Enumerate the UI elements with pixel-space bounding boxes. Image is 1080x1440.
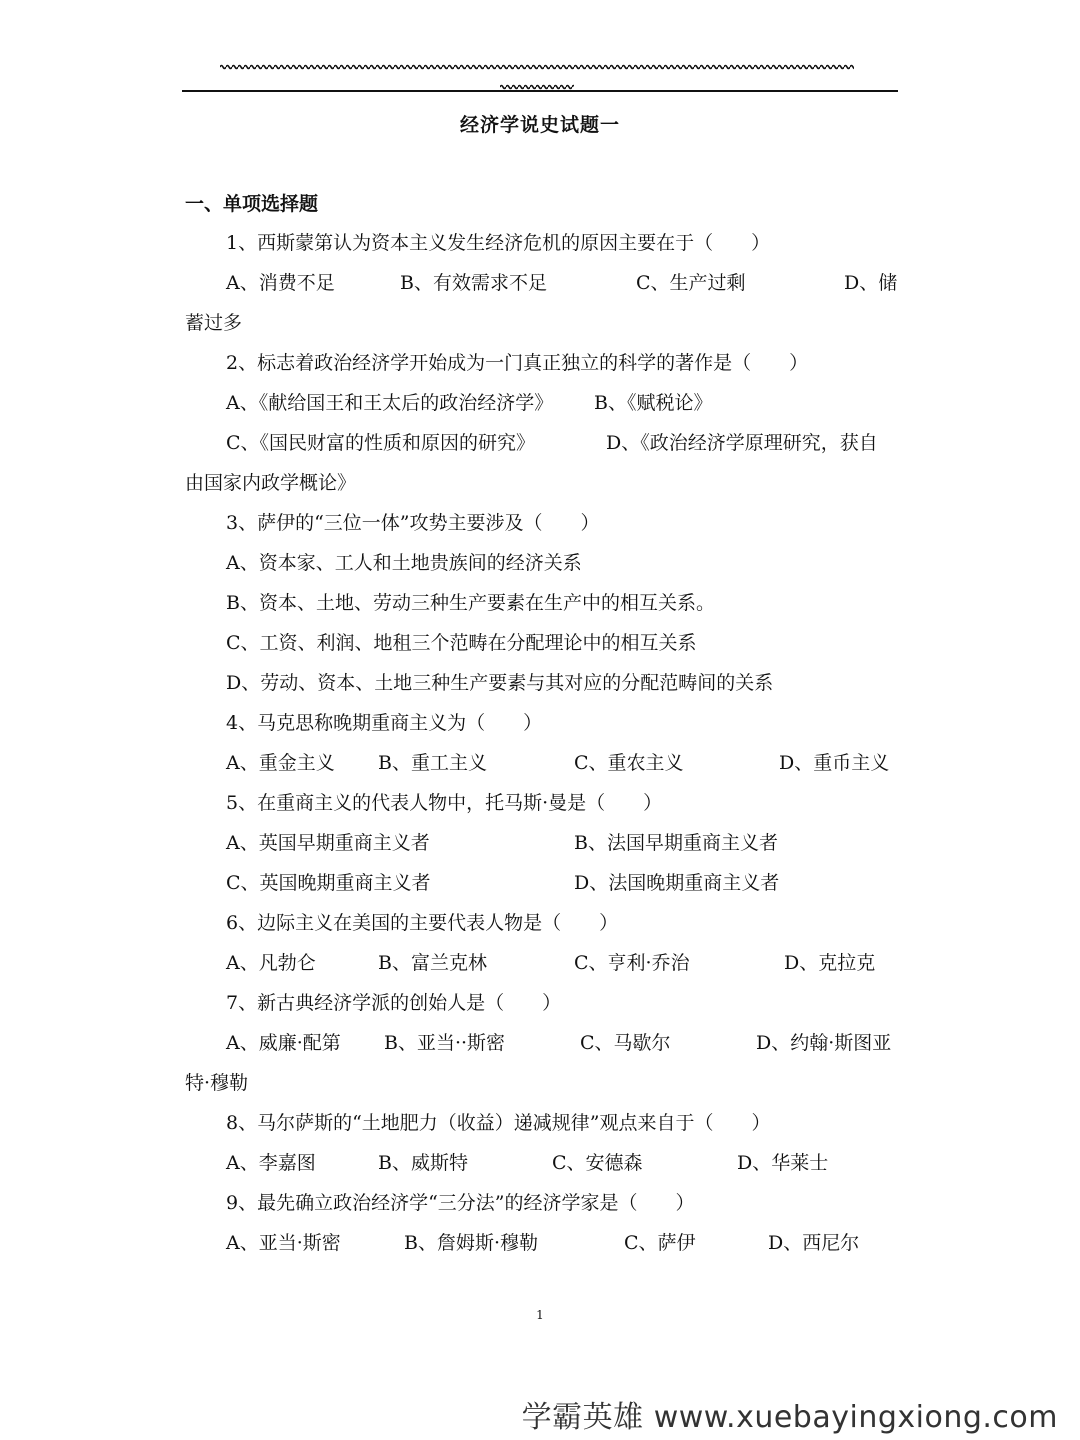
question-stem: 1、西斯蒙第认为资本主义发生经济危机的原因主要在于（ ） bbox=[226, 232, 771, 254]
question-stem: 7、新古典经济学派的创始人是（ ） bbox=[226, 992, 562, 1014]
option: C、安德森 bbox=[552, 1152, 643, 1174]
option: C、生产过剩 bbox=[636, 272, 746, 294]
option: C、工资、利润、地租三个范畴在分配理论中的相互关系 bbox=[226, 632, 697, 654]
option: D、西尼尔 bbox=[768, 1232, 860, 1254]
question-stem: 8、马尔萨斯的“土地肥力（收益）递减规律”观点来自于（ ） bbox=[226, 1112, 771, 1134]
option: D、重币主义 bbox=[779, 752, 890, 774]
option: A、李嘉图 bbox=[226, 1152, 316, 1174]
option: A、亚当·斯密 bbox=[226, 1232, 341, 1254]
option-continuation: 由国家内政学概论》 bbox=[185, 472, 357, 494]
question-stem: 6、边际主义在美国的主要代表人物是（ ） bbox=[226, 912, 619, 934]
header-wave-decoration bbox=[220, 64, 854, 70]
option: A、凡勃仑 bbox=[226, 952, 316, 974]
option: A、英国早期重商主义者 bbox=[226, 832, 430, 854]
option: A、《献给国王和王太后的政治经济学》 bbox=[226, 392, 554, 414]
watermark: 学霸英雄 www.xuebayingxiong.com bbox=[521, 1400, 1058, 1435]
option: D、克拉克 bbox=[784, 952, 876, 974]
option: B、亚当··斯密 bbox=[384, 1032, 506, 1054]
question-stem: 5、在重商主义的代表人物中，托马斯·曼是（ ） bbox=[226, 792, 663, 814]
option: B、重工主义 bbox=[378, 752, 487, 774]
option: D、华莱士 bbox=[737, 1152, 829, 1174]
option: A、消费不足 bbox=[226, 272, 335, 294]
option: B、资本、土地、劳动三种生产要素在生产中的相互关系。 bbox=[226, 592, 715, 614]
option: A、资本家、工人和土地贵族间的经济关系 bbox=[226, 552, 582, 574]
option: C、马歇尔 bbox=[580, 1032, 671, 1054]
option: D、储 bbox=[844, 272, 898, 294]
option: D、劳动、资本、土地三种生产要素与其对应的分配范畴间的关系 bbox=[226, 672, 774, 694]
option: C、萨伊 bbox=[624, 1232, 696, 1254]
header-rule bbox=[182, 90, 898, 92]
option: C、亨利·乔治 bbox=[574, 952, 690, 974]
option: B、有效需求不足 bbox=[400, 272, 547, 294]
question-stem: 9、最先确立政治经济学“三分法”的经济学家是（ ） bbox=[226, 1192, 695, 1214]
question-stem: 2、标志着政治经济学开始成为一门真正独立的科学的著作是（ ） bbox=[226, 352, 809, 374]
question-stem: 4、马克思称晚期重商主义为（ ） bbox=[226, 712, 543, 734]
option: A、重金主义 bbox=[226, 752, 335, 774]
option: B、富兰克林 bbox=[378, 952, 487, 974]
option: A、威廉·配第 bbox=[226, 1032, 341, 1054]
option: B、詹姆斯·穆勒 bbox=[404, 1232, 539, 1254]
option: B、法国早期重商主义者 bbox=[574, 832, 778, 854]
option: D、法国晚期重商主义者 bbox=[574, 872, 780, 894]
section-heading: 一、单项选择题 bbox=[185, 193, 319, 215]
option-continuation: 特·穆勒 bbox=[185, 1072, 249, 1094]
option: D、约翰·斯图亚 bbox=[756, 1032, 892, 1054]
option: C、英国晚期重商主义者 bbox=[226, 872, 431, 894]
page-number: 1 bbox=[536, 1308, 544, 1322]
page-title: 经济学说史试题一 bbox=[459, 114, 620, 136]
option-continuation: 蓄过多 bbox=[185, 312, 243, 334]
option: C、重农主义 bbox=[574, 752, 684, 774]
option: B、威斯特 bbox=[378, 1152, 468, 1174]
option: D、《政治经济学原理研究，获自 bbox=[606, 432, 878, 454]
option: B、《赋税论》 bbox=[594, 392, 713, 414]
question-stem: 3、萨伊的“三位一体”攻势主要涉及（ ） bbox=[226, 512, 600, 534]
option: C、《国民财富的性质和原因的研究》 bbox=[226, 432, 536, 454]
